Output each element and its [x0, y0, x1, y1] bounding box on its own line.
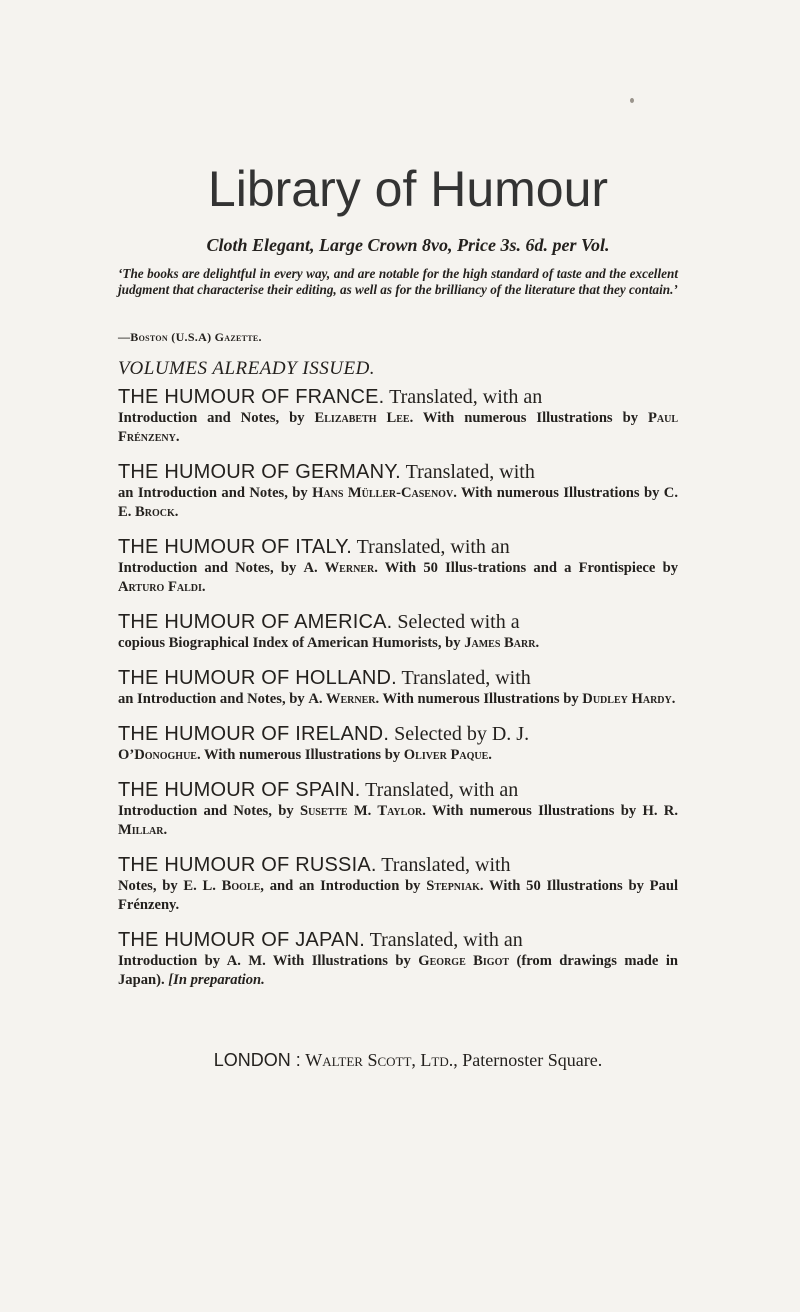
- illustrator-name: Arturo Faldi: [118, 579, 202, 595]
- page-title: Library of Humour: [207, 161, 609, 217]
- volume-desc-mid: (from drawings made in Japan).: [118, 953, 678, 988]
- illustrator-name: Dudley Hardy: [582, 691, 672, 707]
- editor-name: A. Werner: [308, 691, 376, 707]
- volume-desc-end: . With 50 Illustrations by Paul Frénzeny.: [118, 878, 678, 913]
- volume-desc-mid: , and an Introduction by: [260, 878, 427, 894]
- volume-title: THE HUMOUR OF HOLLAND.: [118, 667, 397, 689]
- volume-lead: Selected by D. J.: [394, 723, 530, 745]
- section-heading: VOLUMES ALREADY ISSUED.: [118, 358, 376, 379]
- volume-lead: Selected with a: [397, 611, 520, 633]
- volume-entry: [118, 385, 678, 447]
- volume-title: THE HUMOUR OF ITALY.: [118, 536, 353, 558]
- imprint-publisher: Walter Scott, Ltd.: [305, 1050, 454, 1070]
- volume-lead: Translated, with an: [369, 929, 523, 951]
- volume-lead: Translated, with: [405, 461, 535, 483]
- volume-desc: an Introduction and Notes, by: [118, 485, 313, 501]
- volume-desc-mid: . With numerous Illustrations by: [453, 485, 664, 501]
- editor-name: A. Werner: [303, 560, 375, 576]
- volume-desc: Introduction and Notes, by: [118, 560, 304, 576]
- volume-entry: [118, 778, 678, 840]
- volume-entry: [118, 610, 678, 653]
- editor-name: O’Donoghue: [118, 747, 197, 763]
- subtitle: Cloth Elegant, Large Crown 8vo, Price 3s. 6d. per Vol.: [206, 235, 610, 255]
- volume-entry: [118, 928, 678, 990]
- volume-desc-end: [In preparation.: [168, 972, 265, 988]
- volume-entry: [118, 535, 678, 597]
- volume-title: THE HUMOUR OF RUSSIA.: [118, 854, 377, 876]
- volume-desc: Introduction and Notes, by: [118, 803, 300, 819]
- volume-desc-mid: .: [535, 635, 540, 651]
- volume-desc: Notes, by: [118, 878, 184, 894]
- illustrator-name: Stepniak: [426, 878, 480, 894]
- volume-desc-mid: . With numerous Illustrations by: [422, 803, 643, 819]
- volume-desc-mid: . With numerous Illustrations by: [375, 691, 583, 707]
- volume-list: [118, 385, 678, 990]
- volume-desc: copious Biographical Index of American Humorists, by: [118, 635, 465, 651]
- volume-lead: Translated, with: [381, 854, 511, 876]
- editor-name: Elizabeth Lee: [314, 410, 410, 426]
- volume-desc-end: .: [163, 822, 168, 838]
- illustrator-name: Oliver Paque: [403, 747, 489, 763]
- volume-title: THE HUMOUR OF IRELAND.: [118, 723, 390, 745]
- volume-lead: Translated, with an: [389, 386, 543, 408]
- volume-title: THE HUMOUR OF GERMANY.: [118, 461, 401, 483]
- margin-mark: [630, 98, 634, 103]
- imprint-city: LONDON :: [213, 1050, 301, 1070]
- imprint-address: , Paternoster Square.: [453, 1050, 603, 1070]
- volume-desc-end: .: [201, 579, 206, 595]
- volume-desc-end: .: [174, 504, 179, 520]
- volume-entry: [118, 666, 678, 709]
- illustrator-name: C. E. Brock: [118, 485, 678, 520]
- editor-name: Hans Müller-Casenov: [312, 485, 454, 501]
- volume-lead: Translated, with an: [365, 779, 519, 801]
- volume-title: THE HUMOUR OF AMERICA.: [118, 611, 393, 633]
- editor-name: E. L. Boole: [183, 878, 261, 894]
- volume-desc-mid: . With numerous Illustrations by: [196, 747, 404, 763]
- volume-title: THE HUMOUR OF SPAIN.: [118, 779, 361, 801]
- publisher-imprint: [118, 1050, 698, 1071]
- volume-title: THE HUMOUR OF FRANCE.: [118, 386, 385, 408]
- volume-desc-end: .: [488, 747, 492, 763]
- volume-desc-end: .: [671, 691, 676, 707]
- volume-entry: [118, 722, 678, 765]
- editor-name: Susette M. Taylor: [299, 803, 423, 819]
- volume-desc: an Introduction and Notes, by: [118, 691, 309, 707]
- volume-desc: Introduction and Notes, by: [118, 410, 315, 426]
- editor-name: James Barr: [464, 635, 536, 651]
- volume-entry: [118, 460, 678, 522]
- illustrator-name: Paul Frénzeny: [118, 410, 678, 445]
- editor-name: George Bigot: [418, 953, 510, 969]
- volume-entry: [118, 853, 678, 915]
- review-quote: ‘The books are delightful in every way, and are notable for the high standard of taste and the excellent judgment that characterise their editing, as well as for the brilliancy of the literature that they contain.’: [118, 266, 678, 297]
- volume-title: THE HUMOUR OF JAPAN.: [118, 929, 365, 951]
- quote-source: —Boston (U.S.A) Gazette.: [118, 330, 262, 344]
- volume-lead: Translated, with an: [356, 536, 510, 558]
- volume-desc-mid: . With 50 Illus-trations and a Frontispiece by: [374, 560, 678, 576]
- illustrator-name: H. R. Millar: [118, 803, 678, 838]
- volume-lead: Translated, with: [401, 667, 531, 689]
- volume-desc-mid: . With numerous Illustrations by: [409, 410, 648, 426]
- volume-desc-end: .: [175, 429, 180, 445]
- volume-desc: Introduction by A. M. With Illustrations by: [118, 953, 419, 969]
